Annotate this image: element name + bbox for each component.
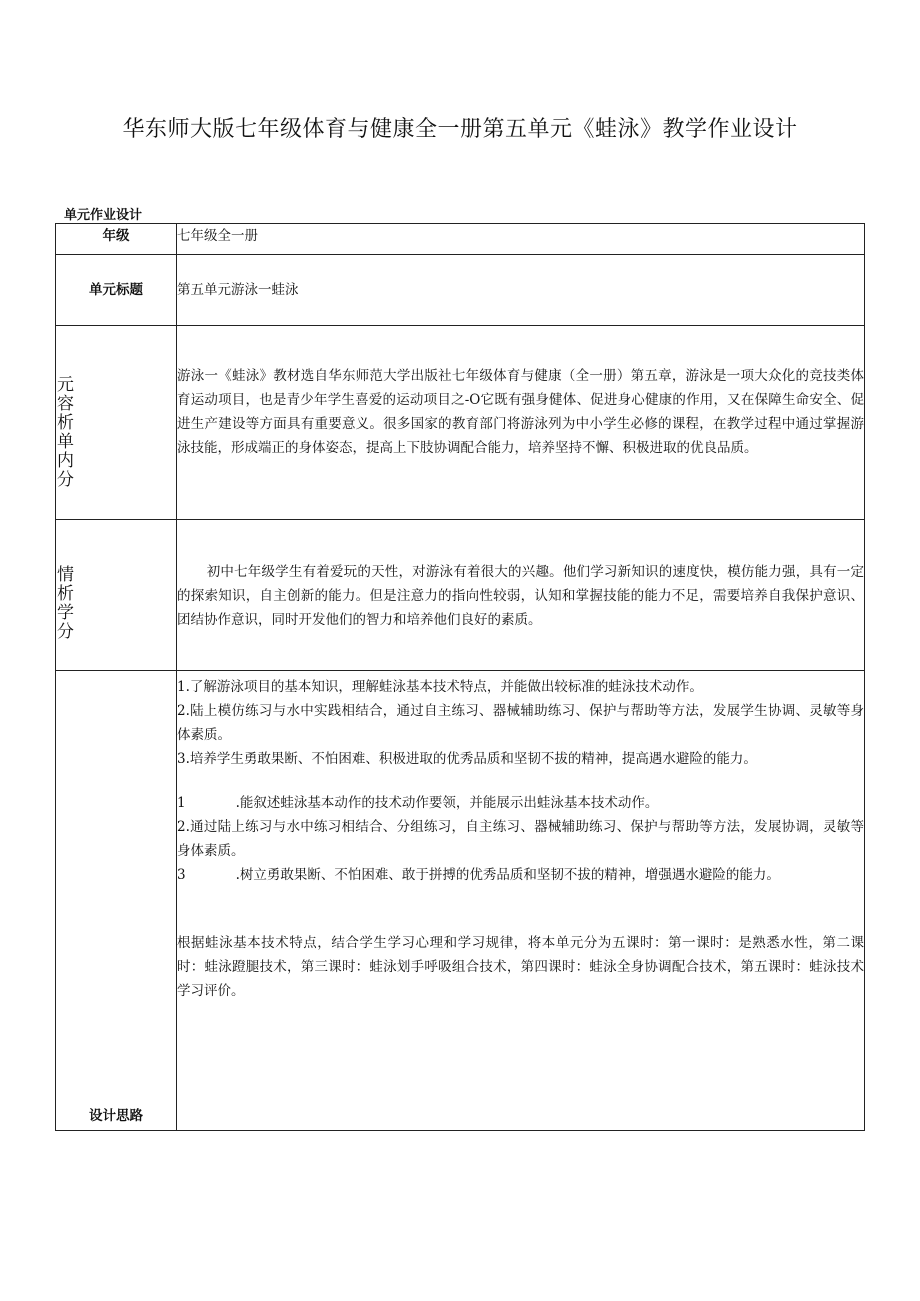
grade-value: 七年级全一册 [177,224,865,255]
unit-title-label: 单元标题 [56,255,177,326]
content-analysis-label: 元容析单内分 [57,375,74,490]
student-analysis-label: 情析学分 [57,565,74,642]
goal-b-2: 2.通过陆上练习与水中练习相结合、分组练习，自主练习、器械辅助练习、保护与帮助等方法，发展协调，灵敏等身体素质。 [177,819,864,859]
student-analysis-row [56,520,865,671]
goal-b-1: 1 .能叙述蛙泳基本动作的技术动作要领，并能展示出蛙泳基本技术动作。 [177,795,659,811]
goal-a-3: 3.培养学生勇敢果断、不怕困难、积极进取的优秀品质和坚韧不拔的精神，提高遇水避险的能力。 [177,751,757,767]
goal-a-1: 1.了解游泳项目的基本知识，理解蛙泳基本技术特点，并能做出较标准的蛙泳技术动作。 [177,679,703,695]
unit-design-table [55,223,865,1131]
student-analysis-text: 初中七年级学生有着爱玩的天性，对游泳有着很大的兴趣。他们学习新知识的速度快，模仿能力强，具有一定的探索知识，自主创新的能力。但是注意力的指向性较弱，认知和掌握技能的能力不足，需要培养自我保护意识、团结协作意识，同时开发他们的智力和培养他们良好的素质。 [177,564,864,628]
content-analysis-text: 游泳一《蛙泳》教材选自华东师范大学出版社七年级体育与健康（全一册）第五章，游泳是一项大众化的竞技类体育运动项目，也是青少年学生喜爱的运动项目之-O它既有强身健体、促进身心健康的作用，又在保障生命安全、促进生产建设等方面具有重要意义。很多国家的教育部门将游泳列为中小学生必修的课程，在教学过程中通过掌握游泳技能，形成端正的身体姿态，提高上下肢协调配合能力，培养坚持不懈、积极进取的优良品质。 [177,368,864,456]
grade-row [56,224,865,255]
goal-b-3: 3 .树立勇敢果断、不怕困难、敢于拼搏的优秀品质和坚韧不拔的精神，增强遇水避险的能力。 [177,867,780,883]
document-title: 华东师大版七年级体育与健康全一册第五单元《蛙泳》教学作业设计 [122,117,798,142]
section-label: 单元作业设计 [64,208,143,223]
content-analysis-row [56,326,865,520]
design-label: 设计思路 [89,1108,143,1124]
goal-a-2: 2.陆上模仿练习与水中实践相结合，通过自主练习、器械辅助练习、保护与帮助等方法，发展学生协调、灵敏等身体素质。 [177,703,864,743]
lesson-plan-text: 根据蛙泳基本技术特点，结合学生学习心理和学习规律，将本单元分为五课时：第一课时：是熟悉水性，第二课时：蛙泳蹬腿技术，第三课时：蛙泳划手呼吸组合技术，第四课时：蛙泳全身协调配合技术，第五课时：蛙泳技术学习评价。 [177,935,864,999]
design-row [56,671,865,1131]
unit-title-row [56,255,865,326]
grade-label: 年级 [56,224,177,255]
unit-title-value: 第五单元游泳一蛙泳 [177,255,865,326]
